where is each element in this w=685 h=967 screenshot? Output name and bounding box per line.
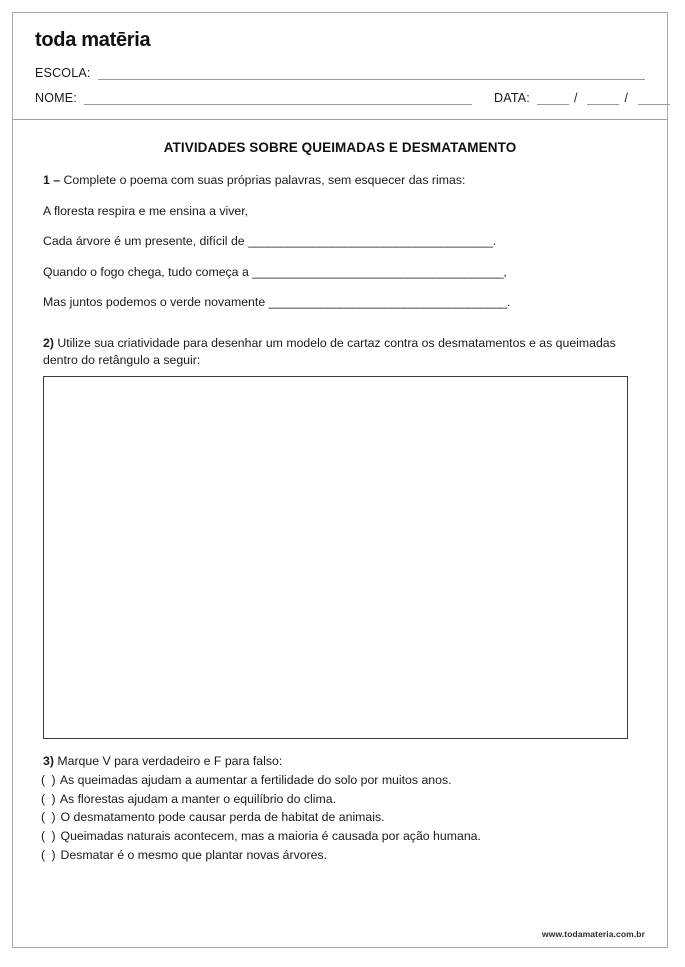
answer-checkbox[interactable]: ( ) [41, 791, 58, 806]
list-item [41, 771, 645, 790]
poem-line-end: , [503, 264, 507, 279]
statement-text: As queimadas ajudam a aumentar a fertilidade do solo por muitos anos. [59, 772, 452, 787]
answer-checkbox[interactable]: ( ) [41, 772, 58, 787]
date-separator-1: / [573, 91, 578, 105]
answer-checkbox[interactable]: ( ) [41, 828, 58, 843]
date-separator-2: / [624, 91, 628, 105]
question-3-prompt [35, 754, 645, 768]
poem-line-blank[interactable]: _____________________________________ [268, 295, 507, 310]
question-1-prompt [35, 172, 645, 189]
poem-line-blank[interactable]: _______________________________________ [252, 264, 504, 279]
name-label: NOME: [35, 91, 77, 105]
poem-line [35, 233, 645, 250]
poem-line-text: A floresta respira e me ensina a viver, [43, 203, 249, 218]
school-field-row [35, 66, 645, 80]
question-2-prompt [35, 335, 645, 369]
footer-url: www.todamateria.com.br [542, 929, 645, 939]
poem-line [35, 294, 645, 311]
drawing-area[interactable] [43, 376, 628, 739]
question-2-text: Utilize sua criatividade para desenhar um modelo de cartaz contra os desmatamentos e as queimadas dentro do retângulo a seguir: [43, 335, 616, 367]
name-date-field-row [35, 91, 645, 105]
page-title: ATIVIDADES SOBRE QUEIMADAS E DESMATAMENTO [163, 140, 517, 155]
poem-line-text: Cada árvore é um presente, difícil de [43, 234, 249, 249]
list-item [41, 790, 645, 809]
poem-line-end: . [506, 295, 511, 310]
statement-text: As florestas ajudam a manter o equilíbrio do clima. [59, 791, 336, 806]
date-year-line[interactable] [638, 93, 670, 105]
date-month-line[interactable] [587, 93, 619, 105]
date-label: DATA: [493, 91, 530, 105]
statement-text: O desmatamento pode causar perda de habitat de animais. [60, 810, 385, 825]
question-3-number: 3) [43, 753, 54, 768]
school-input-line[interactable] [98, 68, 645, 80]
question-1-text: Complete o poema com suas próprias palavras, sem esquecer das rimas: [63, 173, 466, 187]
worksheet-page [12, 12, 668, 948]
question-2-number: 2) [43, 335, 54, 350]
question-1-number: 1 – [43, 173, 61, 187]
statement-text: Queimadas naturais acontecem, mas a maioria é causada por ação humana. [60, 828, 481, 843]
poem-line-text: Mas juntos podemos o verde novamente [43, 295, 269, 310]
list-item [41, 808, 645, 827]
poem-line-text: Quando o fogo chega, tudo começa a [43, 264, 253, 279]
question-3-text: Marque V para verdadeiro e F para falso: [57, 753, 283, 768]
list-item [41, 846, 645, 865]
date-day-line[interactable] [537, 93, 569, 105]
name-input-line[interactable] [84, 93, 472, 105]
poem-line-blank[interactable]: ______________________________________ [248, 234, 493, 249]
poem-line-end: . [492, 234, 497, 249]
poem-line [35, 264, 645, 281]
poem-line [35, 203, 645, 220]
true-false-list [35, 771, 645, 864]
statement-text: Desmatar é o mesmo que plantar novas árvores. [60, 847, 328, 862]
school-label: ESCOLA: [35, 66, 91, 80]
answer-checkbox[interactable]: ( ) [41, 810, 58, 825]
worksheet-content [13, 120, 667, 929]
answer-checkbox[interactable]: ( ) [41, 847, 58, 862]
list-item [41, 827, 645, 846]
worksheet-header [13, 13, 667, 120]
site-logo: toda matēria [35, 29, 151, 51]
